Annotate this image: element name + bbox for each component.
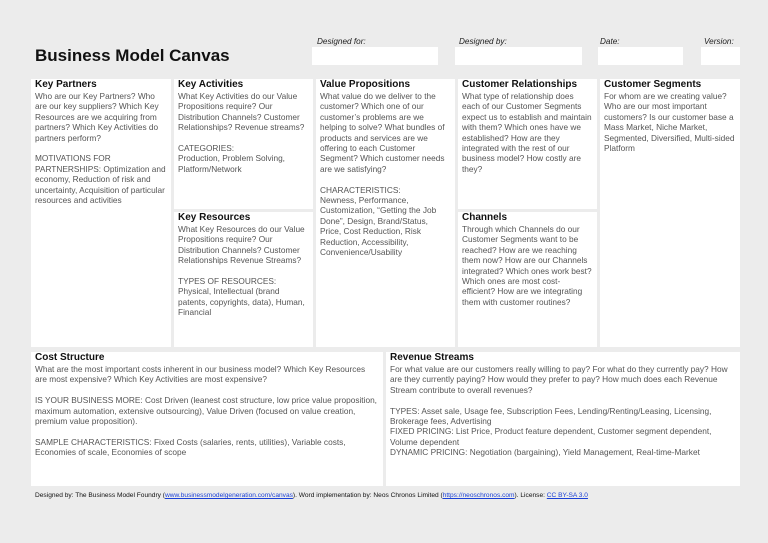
key-partners-title: Key Partners [35,79,97,90]
key-resources-body: What Key Resources do our Value Propositions require? Our Distribution Channels? Customer Relationships Revenue Streams? TYPES OF RESOURCES: Physical, Intellectual (brand patents, copyrights, data), Human, Financial [178,224,305,318]
cost-structure-title: Cost Structure [35,352,105,363]
value-propositions-body: What value do we deliver to the customer? Which one of our customer’s problems are we helping to solve? What bundles of products and services are we offering to each Customer Segment? Which customer needs are we satisfying? CHARACTERISTICS: Newness, Performance, Customization, “Getting the Job Done”, Design, Brand/Status, Price, Cost Reduction, Risk Reduction, Accessibility, Convenience/Usability [320,91,445,258]
key-partners-cell[interactable] [31,79,171,347]
key-activities-title: Key Activities [178,79,244,90]
key-resources-cell[interactable] [174,212,313,347]
date-label: Date: [600,37,620,46]
footer-prefix: Designed by: The Business Model Foundry ( [35,492,165,499]
footer-mid: ). Word implementation by: Neos Chronos Limited ( [292,492,443,499]
channels-body: Through which Channels do our Customer Segments want to be reached? How are we reaching them now? How are our Channels integrated? Which ones work best? Which ones are most cost-efficient? How are we integrating them with customer routines? [462,224,592,307]
footer-credits [35,492,588,499]
customer-segments-title: Customer Segments [604,79,702,90]
footer-link-neoschronos[interactable]: https://neoschronos.com [442,492,515,499]
designed-for-label: Designed for: [317,37,366,46]
date-field[interactable] [598,47,683,65]
customer-relationships-body: What type of relationship does each of our Customer Segments expect us to establish and maintain with them? Which ones have we established? How are they integrated with the rest of our business model? How costly are they? [462,91,592,174]
customer-relationships-title: Customer Relationships [462,79,578,90]
value-propositions-cell[interactable] [316,79,455,347]
key-activities-body: What Key Activities do our Value Propositions require? Our Distribution Channels? Customer Relationships? Revenue streams? CATEGORIES: Production, Problem Solving, Platform/Network [178,91,305,174]
customer-relationships-cell[interactable] [458,79,597,209]
key-partners-body: Who are our Key Partners? Who are our key suppliers? Which Key Resources are we acquiring from partners? Which Key Activities do partners perform? MOTIVATIONS FOR PARTNERSHIPS: Optimization and economy, Reduction of risk and uncertainty, Acquisition of particular resources and activities [35,91,166,206]
value-propositions-title: Value Propositions [320,79,411,90]
page-title: Business Model Canvas [35,46,230,65]
revenue-streams-title: Revenue Streams [390,352,474,363]
key-resources-title: Key Resources [178,212,251,223]
key-activities-cell[interactable] [174,79,313,209]
version-label: Version: [704,37,734,46]
footer-link-canvas[interactable]: www.businessmodelgeneration.com/canvas [165,492,293,499]
cost-structure-cell[interactable] [31,352,383,486]
designed-by-field[interactable] [455,47,582,65]
cost-structure-body: What are the most important costs inherent in our business model? Which Key Resources are most expensive? Which Key Activities are most expensive? IS YOUR BUSINESS MORE: Cost Driven (leanest cost structure, low price value proposition, maximum automation, extensive outsourcing), Value Driven (focused on value creation, premium value proposition). SAMPLE CHARACTERISTICS: Fixed Costs (salaries, rents, utilities), Variable costs, Economies of scale, Economies of scope [35,364,377,458]
channels-cell[interactable] [458,212,597,347]
customer-segments-body: For whom are we creating value? Who are our most important customers? Is our customer base a Mass Market, Niche Market, Segmented, Diversified, Multi-sided Platform [604,91,735,154]
revenue-streams-body: For what value are our customers really willing to pay? For what do they currently pay? How are they currently paying? How would they prefer to pay? How much does each Revenue Stream contribute to overall revenues? TYPES: Asset sale, Usage fee, Subscription Fees, Lending/Renting/Leasing, Licensing, Brokerage fees, Advertising FIXED PRICING: List Price, Product feature dependent, Customer segment dependent, Volume dependent DYNAMIC PRICING: Negotiation (bargaining), Yield Management, Real-time-Market [390,364,728,458]
designed-by-label: Designed by: [459,37,507,46]
revenue-streams-cell[interactable] [386,352,740,486]
designed-for-field[interactable] [312,47,438,65]
version-field[interactable] [701,47,740,65]
footer-link-license[interactable]: CC BY-SA 3.0 [546,492,588,499]
footer-mid2: ). License: [514,492,547,499]
channels-title: Channels [462,212,508,223]
customer-segments-cell[interactable] [600,79,740,347]
